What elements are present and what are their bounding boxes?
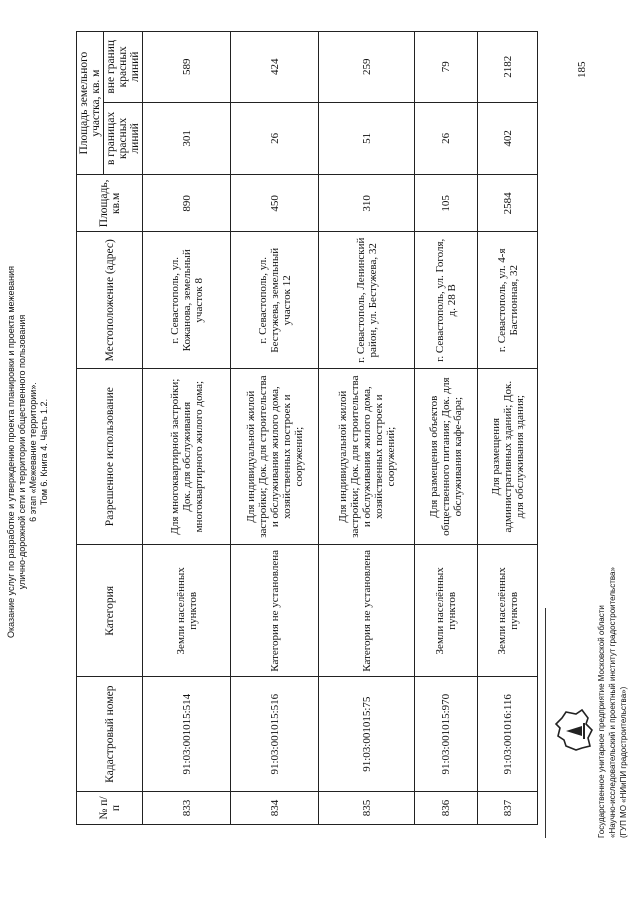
table-row (143, 32, 231, 825)
cell-usage: Для многоквартирной застройки; Док. для обслуживания многоквартирного жилого дома; (143, 369, 231, 545)
cell-usage: Для размещения административных зданий; Док. для обслуживания здания; (478, 369, 538, 545)
header-usage: Разрешенное использование (77, 369, 143, 545)
footer-line-2: «Научно-исследовательский и проектный институт градостроительства» (608, 567, 617, 838)
cell-location: г. Севастополь, ул. 4-я Бастионная, 32 (478, 232, 538, 369)
header-area: Площадь, кв.м (77, 175, 143, 232)
cell-num: 837 (478, 791, 538, 824)
cell-category: Земли населённых пунктов (415, 545, 478, 677)
header-location: Местоположение (адрес) (77, 232, 143, 369)
footer-divider (545, 608, 546, 838)
header-outside-red-lines: вне границ красных линий (104, 32, 143, 103)
cell-outside: 2182 (478, 32, 538, 103)
cell-num: 833 (143, 791, 231, 824)
cell-category: Земли населённых пунктов (478, 545, 538, 677)
cell-cadastral: 91:03:001015:970 (415, 677, 478, 792)
table-row (319, 32, 415, 825)
header-category: Категория (77, 545, 143, 677)
cell-usage: Для индивидуальной жилой застройки; Док. для строительства и обслуживания жилого дома, хозяйственных построек и сооружений; (319, 369, 415, 545)
cell-num: 836 (415, 791, 478, 824)
header-line-1: Оказание услуг по разработке и утверждению проекта планировки и проекта межевания (6, 265, 16, 639)
header-num: № п/п (77, 791, 143, 824)
cell-outside: 79 (415, 32, 478, 103)
table-row (231, 32, 319, 825)
cell-outside: 589 (143, 32, 231, 103)
table-row (415, 32, 478, 825)
cell-category: Категория не установлена (319, 545, 415, 677)
cell-inside: 301 (143, 102, 231, 175)
header-line-4: Том 6. Книга 4. Часть 1.2. (39, 398, 49, 506)
header-line-2: улично-дорожной сети и территории общественного пользования (17, 314, 27, 590)
header-land-area: Площадь земельного участка, кв. м (77, 32, 104, 175)
cell-cadastral: 91:03:001015:516 (231, 677, 319, 792)
cell-outside: 424 (231, 32, 319, 103)
footer-line-1: Государственное унитарное предприятие Московской области (597, 605, 606, 838)
cell-inside: 26 (415, 102, 478, 175)
cell-area: 310 (319, 175, 415, 232)
cell-inside: 26 (231, 102, 319, 175)
header-cadastral: Кадастровый номер (77, 677, 143, 792)
cell-location: г. Севастополь, Ленинский район, ул. Бестужева, 32 (319, 232, 415, 369)
cell-cadastral: 91:03:001016:116 (478, 677, 538, 792)
header-line-3: 6 этап «Межевание территории». (28, 382, 38, 522)
cell-usage: Для размещения объектов общественного питания; Док. для обслуживания кафе-бара; (415, 369, 478, 545)
header-inside-red-lines: в границах красных линий (104, 102, 143, 175)
institute-emblem-icon (554, 708, 594, 754)
cell-category: Земли населённых пунктов (143, 545, 231, 677)
cell-category: Категория не установлена (231, 545, 319, 677)
cell-area: 105 (415, 175, 478, 232)
cell-location: г. Севастополь, ул. Бестужева, земельный участок 12 (231, 232, 319, 369)
footer-line-3: (ГУП МО «НИиПИ градостроительства») (619, 686, 628, 838)
table-row (478, 32, 538, 825)
land-plots-table (76, 31, 538, 825)
cell-cadastral: 91:03:001015:75 (319, 677, 415, 792)
cell-inside: 402 (478, 102, 538, 175)
cell-area: 450 (231, 175, 319, 232)
cell-inside: 51 (319, 102, 415, 175)
cell-location: г. Севастополь, ул. Кожанова, земельный участок 8 (143, 232, 231, 369)
cell-num: 834 (231, 791, 319, 824)
cell-area: 2584 (478, 175, 538, 232)
cell-area: 890 (143, 175, 231, 232)
cell-outside: 259 (319, 32, 415, 103)
cell-cadastral: 91:03:001015:514 (143, 677, 231, 792)
cell-location: г. Севастополь, ул. Гоголя, д. 28 В (415, 232, 478, 369)
cell-usage: Для индивидуальной жилой застройки; Док. для строительства и обслуживания жилого дома, хозяйственных построек и сооружений; (231, 369, 319, 545)
page-number: 185 (576, 61, 588, 78)
cell-num: 835 (319, 791, 415, 824)
